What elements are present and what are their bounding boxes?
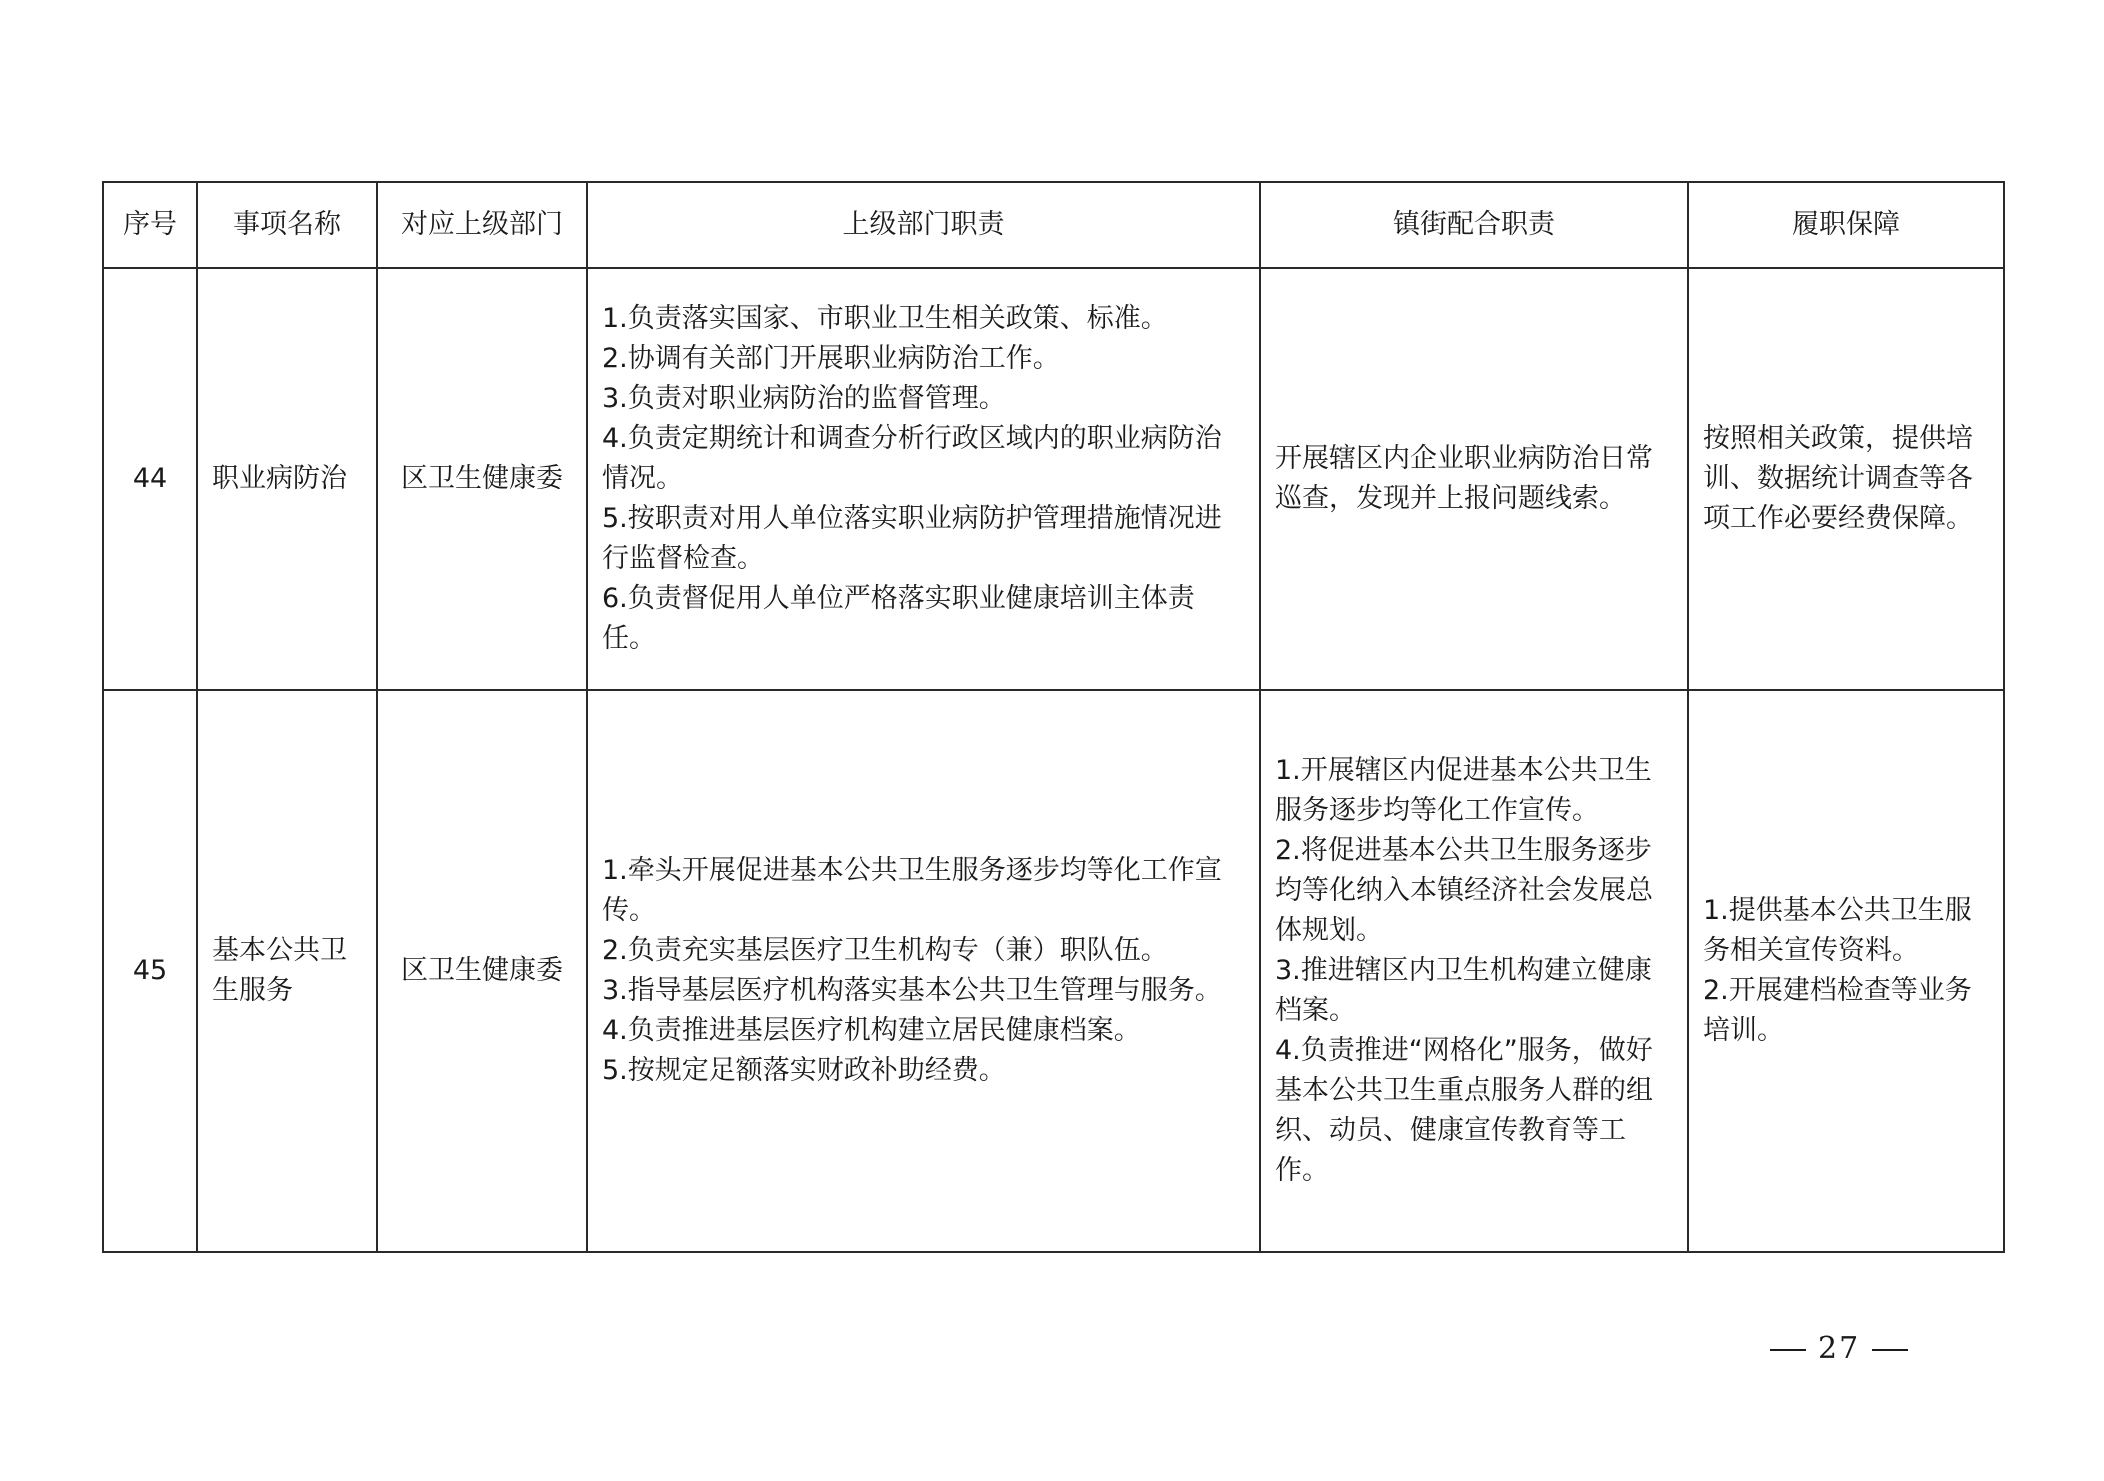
upper-duty-item: 5.按规定足额落实财政补助经费。 <box>602 1055 1006 1086</box>
upper-department: 区卫生健康委 <box>377 690 587 1252</box>
upper-duty-item: 6.负责督促用人单位严格落实职业健康培训主体责任。 <box>602 583 1195 654</box>
town-duty-item: 2.将促进基本公共卫生服务逐步均等化纳入本镇经济社会发展总体规划。 <box>1275 835 1653 946</box>
upper-duty-item: 1.牵头开展促进基本公共卫生服务逐步均等化工作宣传。 <box>602 855 1222 926</box>
item-name: 基本公共卫生服务 <box>197 690 377 1252</box>
upper-department: 区卫生健康委 <box>377 268 587 690</box>
header-guarantee: 履职保障 <box>1688 182 2004 268</box>
header-number: 序号 <box>103 182 197 268</box>
dash-right <box>1872 1349 1908 1351</box>
guarantee-item: 按照相关政策，提供培训、数据统计调查等各项工作必要经费保障。 <box>1703 423 1973 534</box>
page-number <box>1758 1331 1920 1366</box>
upper-duty-item: 3.指导基层医疗机构落实基本公共卫生管理与服务。 <box>602 975 1222 1006</box>
row-number: 45 <box>103 690 197 1252</box>
upper-duties-cell <box>587 690 1260 1252</box>
town-duties-cell <box>1260 690 1688 1252</box>
upper-duty-item: 4.负责定期统计和调查分析行政区域内的职业病防治情况。 <box>602 423 1222 494</box>
upper-duty-item: 2.协调有关部门开展职业病防治工作。 <box>602 343 1060 374</box>
header-upper-department: 对应上级部门 <box>377 182 587 268</box>
upper-duty-item: 4.负责推进基层医疗机构建立居民健康档案。 <box>602 1015 1141 1046</box>
table-header-row <box>103 182 2004 268</box>
town-duties-cell <box>1260 268 1688 690</box>
dash-left <box>1770 1349 1806 1351</box>
guarantee-item: 1.提供基本公共卫生服务相关宣传资料。 <box>1703 895 1972 966</box>
page-number-value: 27 <box>1818 1331 1861 1366</box>
guarantee-item: 2.开展建档检查等业务培训。 <box>1703 975 1972 1046</box>
town-duty-item: 3.推进辖区内卫生机构建立健康档案。 <box>1275 955 1652 1026</box>
duties-table <box>102 181 2005 1253</box>
upper-duty-item: 5.按职责对用人单位落实职业病防护管理措施情况进行监督检查。 <box>602 503 1222 574</box>
upper-duty-item: 1.负责落实国家、市职业卫生相关政策、标准。 <box>602 303 1168 334</box>
guarantee-cell <box>1688 268 2004 690</box>
guarantee-cell <box>1688 690 2004 1252</box>
town-duty-item: 开展辖区内企业职业病防治日常巡查，发现并上报问题线索。 <box>1275 443 1653 514</box>
upper-duty-item: 2.负责充实基层医疗卫生机构专（兼）职队伍。 <box>602 935 1168 966</box>
town-duty-item: 4.负责推进“网格化”服务，做好基本公共卫生重点服务人群的组织、动员、健康宣传教育等工作。 <box>1275 1035 1653 1186</box>
header-item-name: 事项名称 <box>197 182 377 268</box>
upper-duty-item: 3.负责对职业病防治的监督管理。 <box>602 383 1006 414</box>
table-row <box>103 268 2004 690</box>
item-name: 职业病防治 <box>197 268 377 690</box>
table-row <box>103 690 2004 1252</box>
header-upper-duties: 上级部门职责 <box>587 182 1260 268</box>
upper-duties-cell <box>587 268 1260 690</box>
town-duty-item: 1.开展辖区内促进基本公共卫生服务逐步均等化工作宣传。 <box>1275 755 1652 826</box>
header-town-duties: 镇街配合职责 <box>1260 182 1688 268</box>
row-number: 44 <box>103 268 197 690</box>
